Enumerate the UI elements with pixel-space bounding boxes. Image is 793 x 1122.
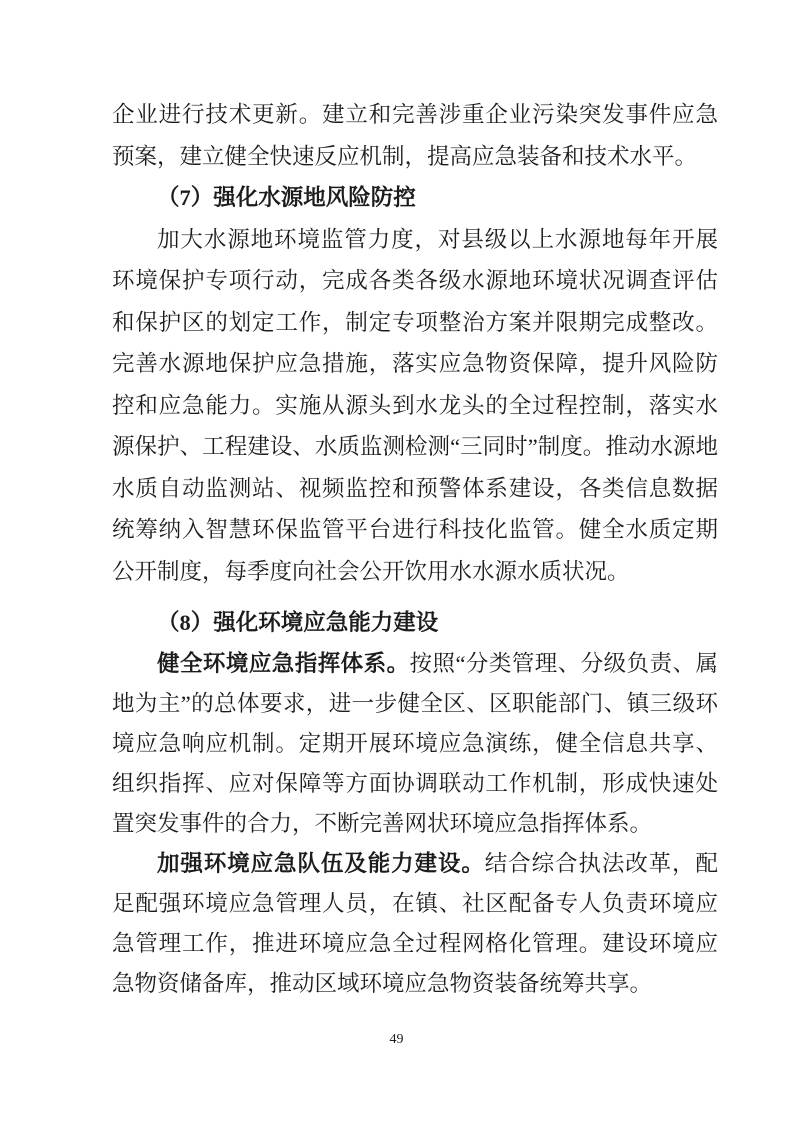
paragraph-water-source-risk: 加大水源地环境监管力度，对县级以上水源地每年开展环境保护专项行动，完成各类各级水源地环境状况调查评估和保护区的划定工作，制定专项整治方案并限期完成整改。完善水源地保护应急措施，落实应急物资保障，提升风险防控和应急能力。实施从源头到水龙头的全过程控制，落实水源保护、工程建设、水质监测检测“三同时”制度。推动水源地水质自动监测站、视频监控和预警体系建设，各类信息数据统筹纳入智慧环保监管平台进行科技化监管。健全水质定期公开制度，每季度向社会公开饮用水水源水质状况。 [112,226,718,584]
page-number: 49 [389,1032,404,1047]
paragraph-emergency-command [112,644,718,844]
page-body [112,94,718,1004]
paragraph-rest-text: 结合综合执法改革，配足配强环境应急管理人员，在镇、社区配备专人负责环境应急管理工作，推进环境应急全过程网格化管理。建设环境应急物资储备库，推动区域环境应急物资装备统筹共享。 [112,850,718,996]
paragraph-lead-bold: 健全环境应急指挥体系。 [157,650,410,676]
paragraph-emergency-team [112,844,718,1004]
paragraph-rest-text: 按照“分类管理、分级负责、属地为主”的总体要求，进一步健全区、区职能部门、镇三级环境应急响应机制。定期开展环境应急演练，健全信息共享、组织指挥、应对保障等方面协调联动工作机制，形成快速处置突发事件的合力，不断完善网状环境应急指挥体系。 [112,650,718,836]
paragraph-continuation: 企业进行技术更新。建立和完善涉重企业污染突发事件应急预案，建立健全快速反应机制，提高应急装备和技术水平。 [112,102,718,169]
section-heading-8: （8）强化环境应急能力建设 [157,610,439,635]
paragraph-lead-bold: 加强环境应急队伍及能力建设。 [157,850,485,876]
section-heading-7: （7）强化水源地风险防控 [157,185,416,210]
